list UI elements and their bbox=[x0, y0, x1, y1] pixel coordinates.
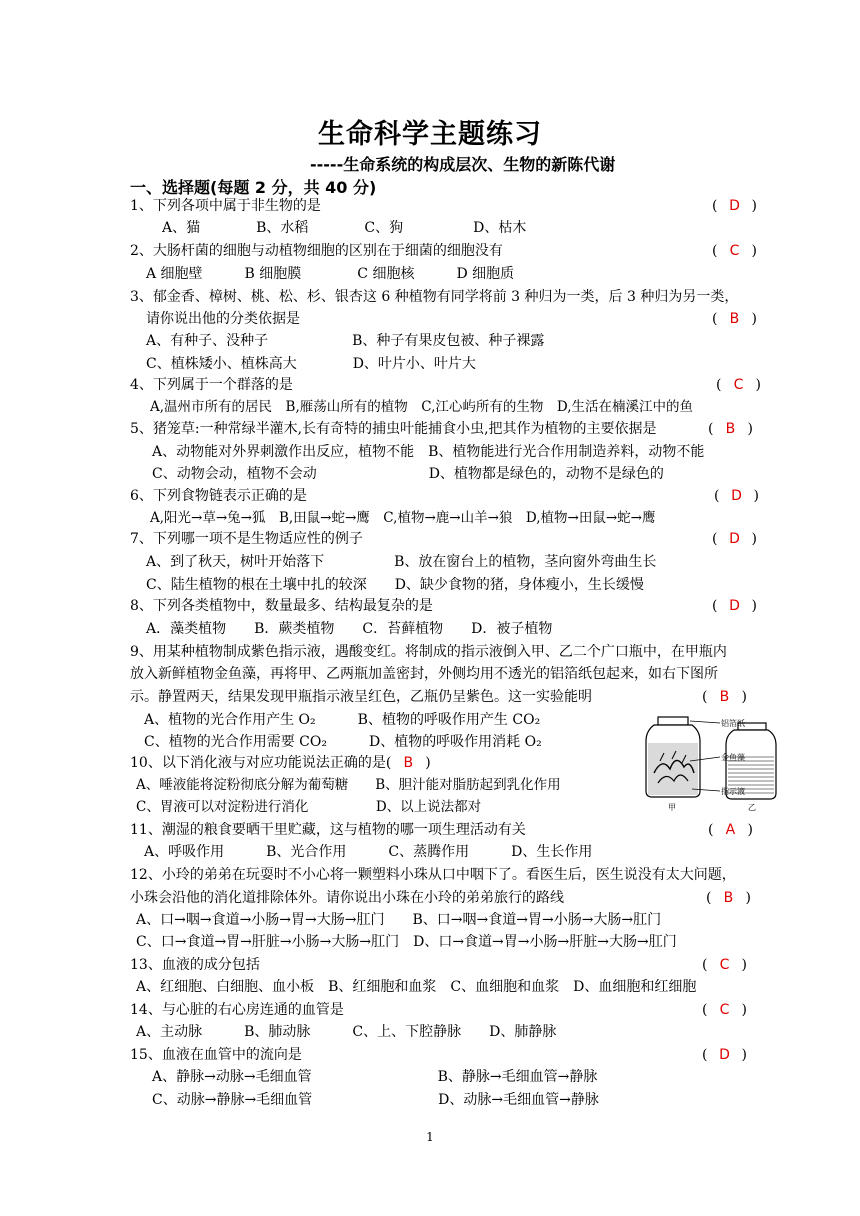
question-11-answer: ( A ) bbox=[708, 822, 753, 838]
question-9-stem-line2: 放入新鲜植物金鱼藻，再将甲、乙两瓶加盖密封，外侧均用不透光的铝箔纸包起来，如右下图所 bbox=[130, 666, 718, 682]
question-15-options-ab: A、静脉→动脉→毛细血管 B、静脉→毛细血管→静脉 bbox=[152, 1069, 598, 1085]
question-12-stem: 12、小玲的弟弟在玩耍时不小心将一颗塑料小珠从口中咽下了。看医生后，医生说没有太大问题， bbox=[130, 867, 736, 883]
question-4-options: A,温州市所有的居民 B,雁荡山所有的植物 C,江心屿所有的生物 D,生活在楠溪江中的鱼 bbox=[150, 399, 694, 415]
question-3-stem-cont: 请你说出他的分类依据是 bbox=[146, 311, 300, 327]
question-15-stem: 15、血液在血管中的流向是 bbox=[130, 1047, 302, 1063]
question-15-options-cd: C、动脉→静脉→毛细血管 D、动脉→毛细血管→静脉 bbox=[152, 1092, 599, 1108]
question-12-stem-line2: 小珠会沿他的消化道排除体外。请你说出小珠在小玲的弟弟旅行的路线 bbox=[130, 890, 564, 906]
page-number: 1 bbox=[426, 1130, 434, 1144]
question-13-options: A、红细胞、白细胞、血小板 B、红细胞和血浆 C、血细胞和血浆 D、血细胞和红细胞 bbox=[136, 979, 697, 995]
question-11-stem: 11、潮湿的粮食要晒干里贮藏，这与植物的哪一项生理活动有关 bbox=[130, 822, 526, 838]
question-5-stem: 5、猪笼草:一种常绿半灌木,长有奇特的捕虫叶能捕食小虫,把其作为植物的主要依据是 bbox=[130, 421, 657, 437]
question-7-options-cd: C、陆生植物的根在土壤中扎的较深 D、缺少食物的猪，身体瘦小，生长缓慢 bbox=[146, 577, 644, 593]
question-9-options-cd: C、植物的光合作用需要 CO₂ D、植物的呼吸作用消耗 O₂ bbox=[144, 734, 542, 750]
question-8-stem: 8、下列各类植物中，数量最多、结构最复杂的是 bbox=[130, 598, 433, 614]
question-9-stem-line3: 示。静置两天，结果发现甲瓶指示液呈红色，乙瓶仍呈紫色。这一实验能明 bbox=[130, 689, 592, 705]
question-12-options-cd: C、口→食道→胃→肝脏→小肠→大肠→肛门 D、口→食道→胃→小肠→肝脏→大肠→肛门 bbox=[136, 934, 677, 950]
question-4-stem: 4、下列属于一个群落的是 bbox=[130, 377, 293, 393]
question-3-stem: 3、郁金香、樟树、桃、松、杉、银杏这 6 种植物有同学将前 3 种归为一类，后 3 种归为另一类， bbox=[130, 289, 739, 305]
question-7-options-ab: A、到了秋天，树叶开始落下 B、放在窗台上的植物，茎向窗外弯曲生长 bbox=[146, 554, 657, 570]
question-11-options: A、呼吸作用 B、光合作用 C、蒸腾作用 D、生长作用 bbox=[144, 844, 593, 860]
question-12-answer: ( B ) bbox=[706, 890, 751, 906]
question-14-stem: 14、与心脏的右心房连通的血管是 bbox=[130, 1002, 344, 1018]
question-1-options: A、猫 B、水稻 C、狗 D、枯木 bbox=[162, 220, 527, 236]
page-subtitle: -----生命系统的构成层次、生物的新陈代谢 bbox=[310, 155, 616, 174]
label-foil: 铝箔纸 bbox=[721, 719, 745, 728]
question-2-answer: ( C ) bbox=[712, 243, 757, 259]
question-6-answer: ( D ) bbox=[714, 488, 759, 504]
question-13-stem: 13、血液的成分包括 bbox=[130, 957, 260, 973]
question-12-options-ab: A、口→咽→食道→小肠→胃→大肠→肛门 B、口→咽→食道→胃→小肠→大肠→肛门 bbox=[136, 912, 662, 928]
question-8-answer: ( D ) bbox=[712, 598, 757, 614]
question-2-options: A 细胞壁 B 细胞膜 C 细胞核 D 细胞质 bbox=[146, 266, 515, 282]
page-title: 生命科学主题练习 bbox=[318, 119, 542, 150]
question-10-stem: 10、以下消化液与对应功能说法正确的是( B ) bbox=[130, 755, 431, 771]
question-14-options: A、主动脉 B、肺动脉 C、上、下腔静脉 D、肺静脉 bbox=[136, 1024, 557, 1040]
question-1-stem: 1、下列各项中属于非生物的是 bbox=[130, 198, 321, 214]
label-indicator: 指示液 bbox=[721, 787, 745, 796]
jar-jia-icon bbox=[646, 717, 700, 797]
question-5-options-ab: A、动物能对外界刺激作出反应，植物不能 B、植物能进行光合作用制造养料，动物不能 bbox=[152, 444, 705, 460]
question-9-stem: 9、用某种植物制成紫色指示液，遇酸变红。将制成的指示液倒入甲、乙二个广口瓶中，在甲瓶内 bbox=[130, 644, 727, 660]
question-3-options-ab: A、有种子、没种子 B、种子有果皮包被、种子裸露 bbox=[146, 333, 545, 349]
question-3-answer: ( B ) bbox=[712, 311, 757, 327]
section-heading: 一、选择题(每题 2 分，共 40 分) bbox=[130, 178, 377, 197]
question-6-stem: 6、下列食物链表示正确的是 bbox=[130, 488, 307, 504]
question-7-stem: 7、下列哪一项不是生物适应性的例子 bbox=[130, 531, 363, 547]
question-7-answer: ( D ) bbox=[712, 531, 757, 547]
question-5-answer: ( B ) bbox=[708, 421, 753, 437]
question-3-options-cd: C、植株矮小、植株高大 D、叶片小、叶片大 bbox=[146, 356, 476, 372]
question-1-answer: ( D ) bbox=[712, 198, 757, 214]
label-yi: 乙 bbox=[748, 803, 756, 812]
question-8-options: A．藻类植物 B．蕨类植物 C．苔藓植物 D．被子植物 bbox=[146, 621, 553, 637]
question-10-options-cd: C、胃液可以对淀粉进行消化 D、以上说法都对 bbox=[136, 799, 482, 815]
jar-experiment-figure bbox=[640, 713, 780, 813]
question-14-answer: ( C ) bbox=[702, 1002, 747, 1018]
question-4-answer: ( C ) bbox=[716, 377, 761, 393]
question-9-options-ab: A、植物的光合作用产生 O₂ B、植物的呼吸作用产生 CO₂ bbox=[144, 712, 541, 728]
question-6-options: A,阳光→草→兔→狐 B,田鼠→蛇→鹰 C,植物→鹿→山羊→狼 D,植物→田鼠→蛇→鹰 bbox=[150, 510, 656, 526]
question-9-answer: ( B ) bbox=[702, 689, 747, 705]
label-jia: 甲 bbox=[668, 803, 676, 812]
question-2-stem: 2、大肠杆菌的细胞与动植物细胞的区别在于细菌的细胞没有 bbox=[130, 243, 503, 259]
question-5-options-cd: C、动物会动，植物不会动 D、植物都是绿色的，动物不是绿色的 bbox=[152, 466, 664, 482]
question-15-answer: ( D ) bbox=[702, 1047, 747, 1063]
question-13-answer: ( C ) bbox=[702, 957, 747, 973]
question-10-options-ab: A、唾液能将淀粉彻底分解为葡萄糖 B、胆汁能对脂肪起到乳化作用 bbox=[136, 777, 561, 793]
label-plant: 金鱼藻 bbox=[721, 753, 745, 762]
